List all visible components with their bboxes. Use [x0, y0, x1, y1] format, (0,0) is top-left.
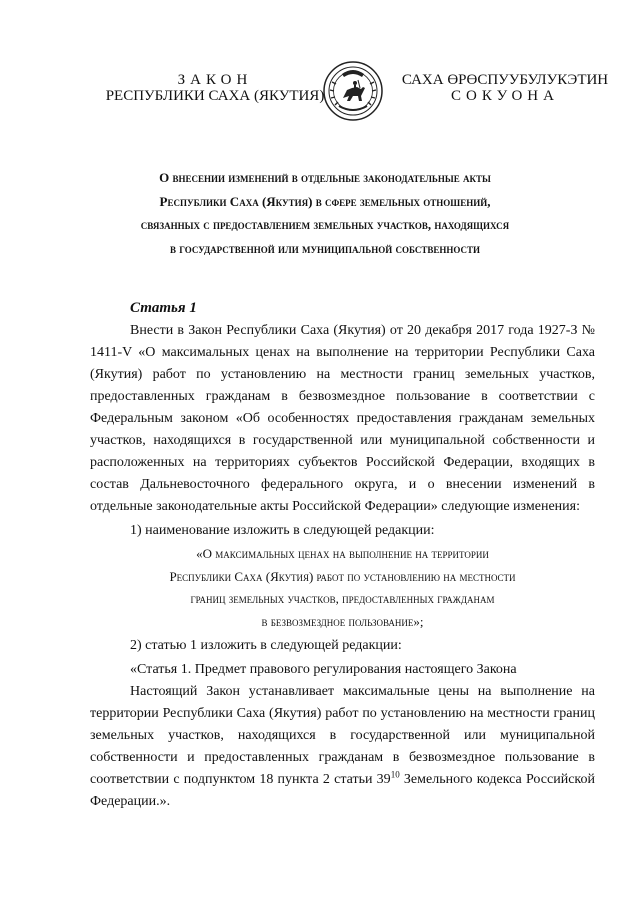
title-line-3: связанных с предоставлением земельных участков, находящихся [140, 217, 510, 232]
title-line-2: Республики Саха (Якутия) в сфере земельных отношений, [159, 193, 491, 209]
quoted-title-line-1: «О максимальных ценах на выполнение на территории [196, 546, 489, 561]
item-2-text-superscript: 10 [390, 769, 400, 780]
header-right-line2: СОКУОНА [451, 88, 559, 104]
article-heading: Статья 1 [130, 300, 197, 316]
document-title [90, 166, 560, 260]
coat-of-arms-emblem-icon [322, 60, 384, 122]
title-line-1: О внесении изменений в отдельные законодательные акты [159, 170, 491, 185]
header-right [400, 72, 610, 104]
quoted-title-line-4: в безвозмездное пользование»; [261, 613, 424, 629]
item-2-text [90, 681, 595, 813]
header-left [100, 72, 330, 104]
article-intro-paragraph: Внести в Закон Республики Саха (Якутия) от 20 декабря 2017 года 1927-З № 1411-V «О максимальных ценах на выполнение на территории Республики Саха (Якутия) работ по установлению на местности границ земельных участков, предоставленных гражданам в безвозмездное пользование в соответствии с Федеральным законом «Об особенностях предоставления гражданам земельных участков, находящихся в государственной или муниципальной собственности и расположенных на территориях субъектов Российской Федерации, входящих в состав Дальневосточного федерального округа, и о внесении изменений в отдельные законодательные акты Российской Федерации» следующие изменения: [90, 323, 595, 514]
quoted-title-line-3: границ земельных участков, предоставленных гражданам [190, 591, 495, 606]
header-left-line2: РЕСПУБЛИКИ САХА (ЯКУТИЯ) [105, 88, 325, 104]
item-2-text-end: Земельного кодекса Российской Федерации.». [90, 772, 595, 809]
header-left-line1: ЗАКОН [177, 72, 253, 88]
title-line-4: в государственной или муниципальной собственности [170, 240, 480, 256]
header-right-line1: САХА ӨРӨСПУУБУЛУКЭТИН [401, 72, 609, 88]
item-1: 1) наименование изложить в следующей редакции: [130, 523, 435, 538]
quoted-title-line-2: Республики Саха (Якутия) работ по установлению на местности [169, 568, 516, 584]
item-2-text-main: Настоящий Закон устанавливает максимальные цены на выполнение на территории Республики Саха (Якутия) работ по установлению на местности границ земельных участков, находящихся в государственной или муниципальной собственности и предоставленных гражданам в безвозмездное пользование в соответствии с подпунктом 18 пункта 2 статьи 39 [90, 684, 595, 787]
item-2: 2) статью 1 изложить в следующей редакции: [130, 638, 402, 653]
item-2-heading: «Статья 1. Предмет правового регулирования настоящего Закона [130, 662, 517, 677]
quoted-title [90, 543, 595, 633]
article-body [90, 320, 595, 813]
